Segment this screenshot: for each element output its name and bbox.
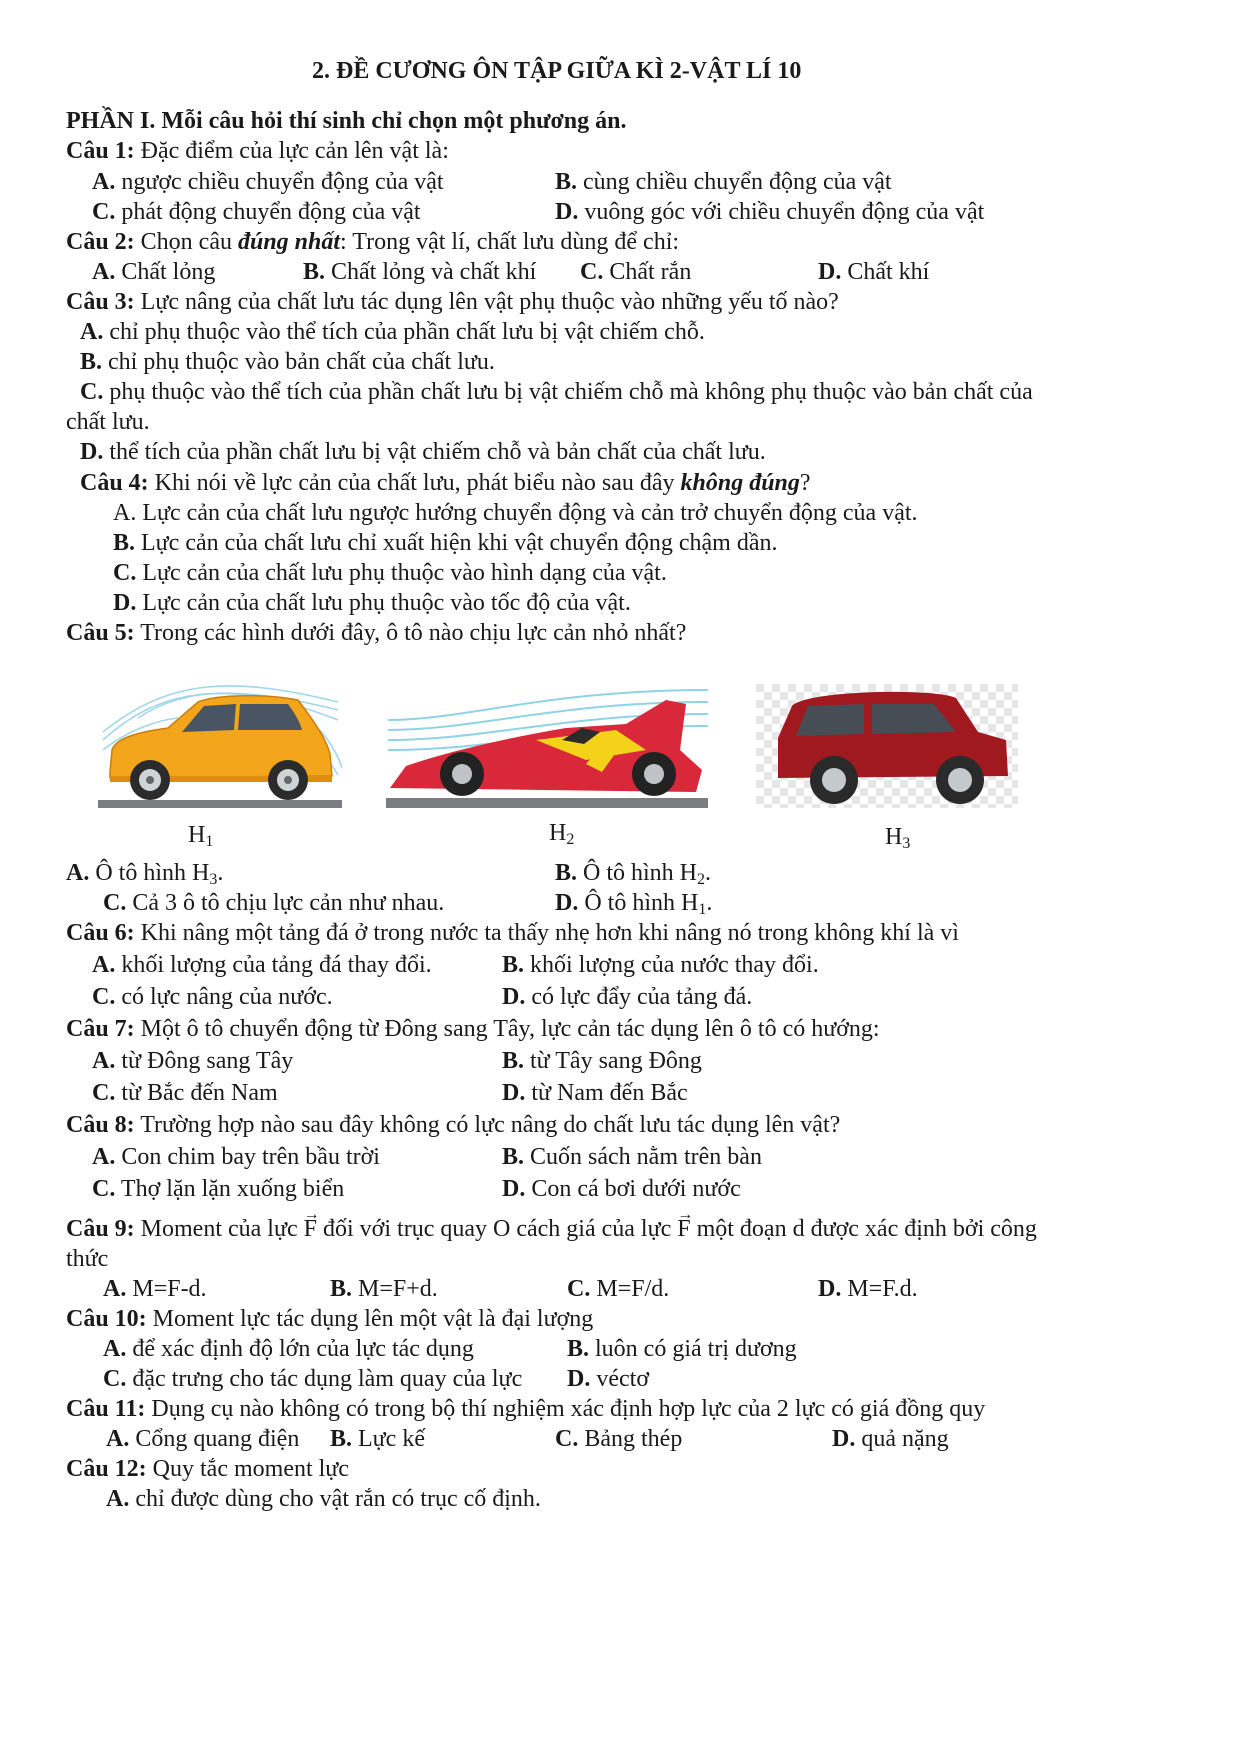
question-text: Chọn câu [134,229,238,255]
option-d: D. Ô tô hình $H_1$. [555,890,713,918]
option-d [113,588,631,618]
question-5 [66,618,686,648]
option-text: Lực cản của chất lưu phụ thuộc vào tốc độ của vật. [142,590,631,616]
option-text: Chất rắn [609,259,692,285]
option-b [303,257,536,287]
option-d: D. quả nặng [832,1426,949,1452]
option-b: B. Cuốn sách nằm trên bàn [502,1144,762,1170]
option-b: B. Ô tô hình $H_2$. [555,860,712,888]
option-d: D. từ Nam đến Bắc [502,1080,688,1106]
option-letter: C. [580,259,604,285]
option-a: A. khối lượng của tảng đá thay đổi. [92,952,432,978]
option-text: phụ thuộc vào thể tích của phần chất lưu bị vật chiếm chỗ mà không phụ thuộc vào bản chất của [109,379,1033,405]
option-b: B. từ Tây sang Đông [502,1048,702,1074]
option-letter: C. [80,379,104,405]
question-text: Đặc điểm của lực cản lên vật là: [134,138,449,164]
option-c [580,257,691,287]
question-text: ? [799,470,811,496]
option-a: A. M=F-d. [103,1276,207,1302]
option-letter: B. [303,259,326,285]
question-1 [66,136,449,166]
question-7: Câu 7: Một ô tô chuyển động từ Đông sang Tây, lực cản tác dụng lên ô tô có hướng: [66,1016,880,1042]
question-2 [66,227,679,257]
option-letter: D. [555,199,579,225]
option-c: C. Cả 3 ô tô chịu lực cản như nhau. [103,890,445,916]
option-letter: C. [92,199,116,225]
car-h3-image [756,684,1018,808]
question-text: Khi nói về lực cản của chất lưu, phát biểu nào sau đây [148,470,681,496]
option-b: B. Lực kế [330,1426,425,1452]
option-c-continued: chất lưu. [66,409,150,435]
option-b: B. khối lượng của nước thay đổi. [502,952,819,978]
question-9: Câu 9: Moment của lực → F đối với trục quay O cách giá của lực → F một đoạn d được xác định bởi công [66,1214,1037,1244]
option-text: chỉ phụ thuộc vào bản chất của chất lưu. [108,349,495,375]
option-d [818,257,929,287]
page-title: 2. ĐỀ CƯƠNG ÔN TẬP GIỮA KÌ 2-VẬT LÍ 10 [312,58,802,84]
option-d: D. có lực đẩy của tảng đá. [502,984,753,1010]
car-h1-image [98,680,342,810]
option-letter: D. [80,439,104,465]
option-a [92,257,215,287]
question-10: Câu 10: Moment lực tác dụng lên một vật là đại lượng [66,1306,594,1332]
option-d: D. M=F.d. [818,1276,918,1302]
question-12: Câu 12: Quy tắc moment lực [66,1456,349,1482]
option-b [555,167,892,197]
option-text: Lực cản của chất lưu ngược hướng chuyển động và cản trở chuyển động của vật. [142,500,918,526]
figure-caption-h1: $H_1$ [188,822,214,850]
figure-caption-h2: $H_2$ [549,820,575,848]
question-label: Câu 5: [66,620,135,646]
force-vector: → F [304,1214,317,1244]
emphasis-text: không đúng [680,470,800,496]
option-a: A. Ô tô hình $H_3$. [66,860,224,888]
option-text: thể tích của phần chất lưu bị vật chiếm chỗ và bản chất của chất lưu. [109,439,766,465]
option-a [92,167,444,197]
option-letter: D. [113,590,137,616]
option-d [80,437,766,467]
option-text: chỉ phụ thuộc vào thể tích của phần chất lưu bị vật chiếm chỗ. [109,319,705,345]
option-c [92,197,421,227]
option-letter: B. [113,530,136,556]
question-3 [66,287,839,317]
option-text: Lực cản của chất lưu phụ thuộc vào hình dạng của vật. [142,560,667,586]
option-a: A. để xác định độ lớn của lực tác dụng [103,1336,474,1362]
option-a: A. chỉ được dùng cho vật rắn có trục cố định. [106,1486,541,1512]
option-a: A. từ Đông sang Tây [92,1048,294,1074]
option-c: C. M=F/d. [567,1276,670,1302]
option-c: C. Thợ lặn lặn xuống biển [92,1176,345,1202]
question-text: Trong các hình dưới đây, ô tô nào chịu lực cản nhỏ nhất? [134,620,687,646]
part-heading: PHẦN I. Mỗi câu hỏi thí sinh chỉ chọn một phương án. [66,108,627,134]
option-c: C. từ Bắc đến Nam [92,1080,278,1106]
option-c: C. Bảng thép [555,1426,683,1452]
option-letter: A. [80,319,104,345]
option-b: B. M=F+d. [330,1276,438,1302]
option-a [80,317,705,347]
car-h2-image [386,680,708,812]
option-b [113,528,777,558]
option-d [555,197,984,227]
option-text: Chất khí [847,259,930,285]
option-letter: A. [113,500,137,526]
option-text: Lực cản của chất lưu chỉ xuất hiện khi vật chuyển động chậm dần. [141,530,778,556]
question-text: Lực nâng của chất lưu tác dụng lên vật phụ thuộc vào những yếu tố nào? [134,289,839,315]
emphasis-text: đúng nhất [237,229,341,255]
option-c: C. đặc trưng cho tác dụng làm quay của lực [103,1366,523,1392]
question-4 [80,468,811,498]
question-label: Câu 1: [66,138,135,164]
option-c: C. có lực nâng của nước. [92,984,333,1010]
question-8: Câu 8: Trường hợp nào sau đây không có lực nâng do chất lưu tác dụng lên vật? [66,1112,841,1138]
question-11: Câu 11: Dụng cụ nào không có trong bộ thí nghiệm xác định hợp lực của 2 lực có giá đồng quy [66,1396,986,1422]
option-d: D. véctơ [567,1366,650,1392]
option-letter: B. [555,169,578,195]
option-text: ngược chiều chuyển động của vật [121,169,444,195]
option-letter: A. [92,259,116,285]
question-6: Câu 6: Khi nâng một tảng đá ở trong nước ta thấy nhẹ hơn khi nâng nó trong không khí là vì [66,920,959,946]
option-letter: D. [818,259,842,285]
option-text: phát động chuyển động của vật [121,199,421,225]
question-label: Câu 3: [66,289,135,315]
question-label: Câu 2: [66,229,135,255]
option-b [80,347,495,377]
force-vector: → F [677,1214,690,1244]
option-b: B. luôn có giá trị dương [567,1336,797,1362]
option-d: D. Con cá bơi dưới nước [502,1176,741,1202]
option-letter: A. [92,169,116,195]
option-a: A. Con chim bay trên bầu trời [92,1144,380,1170]
option-text: vuông góc với chiều chuyển động của vật [584,199,985,225]
option-letter: B. [80,349,103,375]
question-9-continued: thức [66,1246,109,1272]
question-label: Câu 4: [80,470,149,496]
option-c [113,558,667,588]
option-text: Chất lỏng [121,259,216,285]
option-c [80,377,1033,407]
option-letter: C. [113,560,137,586]
option-text: Chất lỏng và chất khí [331,259,537,285]
option-text: cùng chiều chuyển động của vật [583,169,892,195]
option-a [113,498,918,528]
question-text: : Trong vật lí, chất lưu dùng để chỉ: [340,229,680,255]
option-a: A. Cổng quang điện [106,1426,300,1452]
figure-caption-h3: $H_3$ [885,824,911,852]
